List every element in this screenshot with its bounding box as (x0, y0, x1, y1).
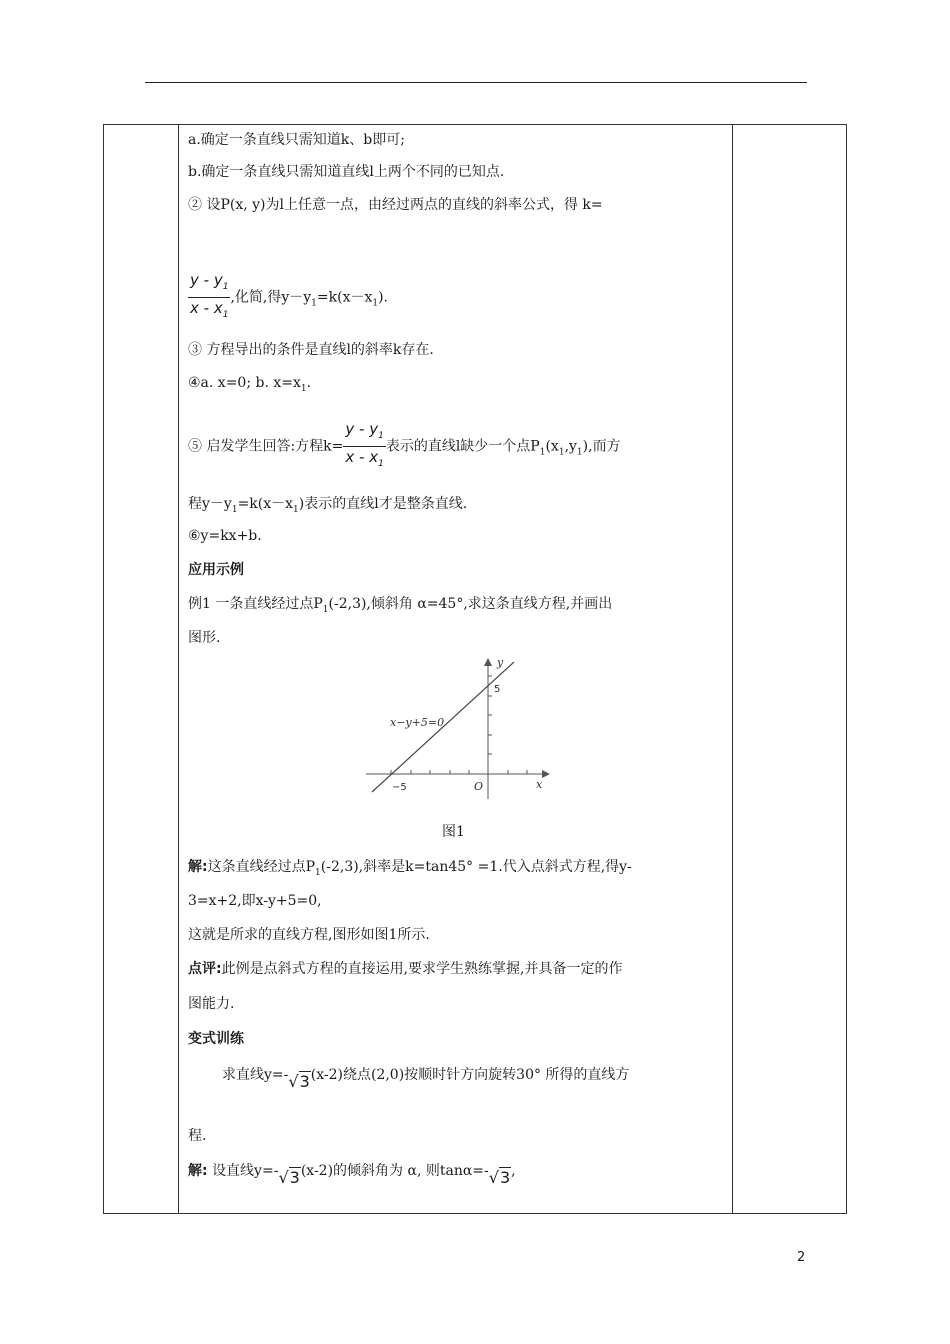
sqrt-symbol: √3 (278, 1168, 300, 1187)
text-line: 点评:此例是点斜式方程的直接运用,要求学生熟练掌握,并具备一定的作 (188, 961, 623, 977)
text-line: a.确定一条直线只需知道k、b即可; (188, 132, 405, 148)
text-line: 3=x+2,即x-y+5=0, (188, 893, 322, 909)
sqrt-symbol: √3 (488, 1168, 511, 1187)
text-line: 图能力. (188, 996, 235, 1012)
table-column-divider-left (178, 125, 179, 1213)
figure-caption: 图1 (442, 824, 465, 840)
text-line: ② 设P(x, y)为l上任意一点，由经过两点的直线的斜率公式，得 k= (188, 197, 603, 213)
text-line: 例1 一条直线经过点$P_1(-2,3)$,倾斜角 α=45°,求这条直线方程,并画出 (188, 596, 613, 615)
text-line: 解: 设直线y=-√3(x-2)的倾斜角为 α, 则tanα=-√3, (188, 1163, 516, 1187)
slope-formula-line: $\frac{y - y_1}{x - x_1}$ ,化简,得$y-y_1=k(x-x_1)$. (188, 270, 388, 325)
text-line: 解:这条直线经过点$P_1(-2,3)$,斜率是k=tan45° =1.代入点斜式方程,得y- (188, 859, 632, 878)
page-number: 2 (797, 1250, 806, 1265)
y-axis-arrow (484, 658, 492, 666)
slope-fraction: $\frac{y - y_1}{x - x_1}$ (345, 420, 384, 469)
y-axis-ticks (488, 676, 492, 754)
y-tick-label: 5 (494, 684, 501, 695)
line-graph-figure (360, 654, 550, 799)
x-axis-arrow (542, 770, 550, 778)
line-equation-label: x−y+5=0 (390, 716, 445, 729)
text-line: 这就是所求的直线方程,图形如图1所示. (188, 927, 430, 943)
text-line: ⑥y=kx+b. (188, 528, 262, 544)
x-tick-label: −5 (392, 782, 407, 793)
text-line: 求直线y=-√3(x-2)绕点(2,0)按顺时针方向旋转30° 所得的直线方 (222, 1067, 630, 1091)
text-line: b.确定一条直线只需知道直线l上两个不同的已知点. (188, 164, 505, 180)
header-rule (145, 82, 807, 83)
text-line: ④a. x=0; b. $x=x_1$. (188, 375, 312, 394)
x-axis-ticks (391, 770, 527, 774)
table-column-divider-right (732, 125, 733, 1213)
section-heading: 变式训练 (188, 1031, 244, 1047)
text-line: ⑤ 启发学生回答:方程k= $\frac{y - y_1}{x - x_1}$ 表示的直线l缺少一个点$P_1(x_1,y_1)$,而方 (188, 419, 621, 474)
y-axis-label: y (497, 656, 504, 669)
text-line: 程$y-y_1=k(x-x_1)$表示的直线l才是整条直线. (188, 496, 468, 515)
x-axis-label: x (536, 778, 543, 791)
text-line: ③ 方程导出的条件是直线l的斜率k存在. (188, 342, 434, 358)
slope-fraction: $\frac{y - y_1}{x - x_1}$ (190, 271, 229, 320)
text-line: 程. (188, 1128, 207, 1144)
origin-label: O (474, 780, 484, 793)
sqrt-symbol: √3 (288, 1072, 310, 1091)
section-heading: 应用示例 (188, 562, 244, 578)
text-line: 图形. (188, 630, 221, 646)
